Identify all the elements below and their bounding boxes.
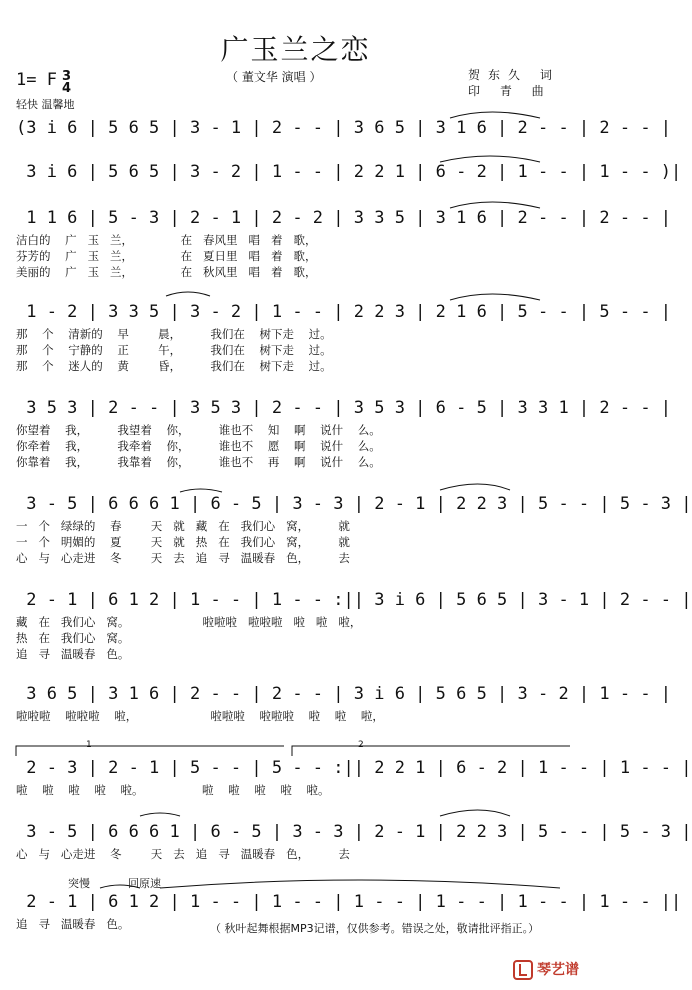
slur [450,294,540,300]
lyric-line: 心 与 心走进 冬 天 去 追 寻 温暖春 色， 去 [16,847,350,861]
lyric-line-verse-2: 一 个 明媚的 夏 天 就 热 在 我们心 窝， 就 [16,535,350,549]
second-ending-number: 2 [358,740,364,750]
notation-line: 3 - 5 | 6 6 6 1 | 6 - 5 | 3 - 3 | 2 - 1 | 2 2 3 | 5 - - | 5 - 3 | [16,822,692,842]
lyric-line-verse-1: 那 个 清新的 早 晨， 我们在 树下走 过。 [16,327,332,341]
lyric-line-verse-2: 那 个 宁静的 正 午， 我们在 树下走 过。 [16,343,332,357]
volta-bracket-1 [16,746,284,756]
notation-line: 1 1 6 | 5 - 3 | 2 - 1 | 2 - 2 | 3 3 5 | 3 1 6 | 2 - - | 2 - - | [16,208,672,228]
notation-line: 3 5 3 | 2 - - | 3 5 3 | 2 - - | 3 5 3 | 6 - 5 | 3 3 1 | 2 - - | [16,398,672,418]
slur [180,489,222,492]
lyric-line-verse-3: 那 个 迷人的 黄 昏， 我们在 树下走 过。 [16,359,332,373]
lyric-line: 追 寻 温暖春 色。 [16,917,130,931]
lyric-line-verse-1: 藏 在 我们心 窝。 啦啦啦 啦啦啦 啦 啦 啦， [16,615,362,629]
slur [140,813,180,816]
lyricist-credit: 贺东久 词 [468,68,560,82]
notation-line: 2 - 1 | 6 1 2 | 1 - - | 1 - - :|| 3 i 6 | 5 6 5 | 3 - 1 | 2 - - | [16,590,692,610]
performer: （ 董文华 演唱 ） [226,70,322,84]
transcription-note: （ 秋叶起舞根据MP3记谱，仅供参考。错误之处，敬请批评指正。） [210,922,540,935]
lyric-line-verse-1: 你望着 我， 我望着 你， 谁也不 知 啊 说什 么。 [16,423,381,437]
slur [440,484,510,490]
notation-line: 2 - 1 | 6 1 2 | 1 - - | 1 - - | 1 - - | 1 - - | 1 - - | 1 - - || [16,892,682,912]
lyric-line-verse-2: 你牵着 我， 我牵着 你， 谁也不 愿 啊 说什 么。 [16,439,381,453]
site-logo[interactable] [513,959,579,980]
song-title: 广玉兰之恋 [220,33,371,66]
notation-line: 3 6 5 | 3 1 6 | 2 - - | 2 - - | 3 i 6 | 5 6 5 | 3 - 2 | 1 - - | [16,684,672,704]
slur [160,880,560,888]
slur [166,292,210,296]
logo-icon [513,960,533,980]
a-tempo-marking: 回原速 [128,877,161,890]
tempo-marking: 轻快 温馨地 [16,98,75,111]
notation-line: 3 i 6 | 5 6 5 | 3 - 2 | 1 - - | 2 2 1 | 6 - 2 | 1 - - | 1 - - )| [16,162,682,182]
slur [440,810,510,816]
lyric-line-verse-1: 洁白的 广 玉 兰， 在 春风里 唱 着 歌， [16,233,317,247]
notation-line: 1 - 2 | 3 3 5 | 3 - 2 | 1 - - | 2 2 3 | 2 1 6 | 5 - - | 5 - - | [16,302,672,322]
notation-line: 2 - 3 | 2 - 1 | 5 - - | 5 - - :|| 2 2 1 | 6 - 2 | 1 - - | 1 - - | [16,758,692,778]
lyric-line: 啦 啦 啦 啦 啦。 啦 啦 啦 啦 啦。 [16,783,330,797]
lyric-line-verse-3: 美丽的 广 玉 兰， 在 秋风里 唱 着 歌， [16,265,317,279]
lyric-line-verse-3: 你靠着 我， 我靠着 你， 谁也不 再 啊 说什 么。 [16,455,381,469]
time-signature-top: 3 [62,69,72,84]
notation-line: (3 i 6 | 5 6 5 | 3 - 1 | 2 - - | 3 6 5 | 3 1 6 | 2 - - | 2 - - | [16,118,672,138]
lyric-line-verse-3: 追 寻 温暖春 色。 [16,647,130,661]
first-ending-number: 1 [86,740,92,750]
lyric-line-verse-1: 一 个 绿绿的 春 天 就 藏 在 我们心 窝， 就 [16,519,350,533]
logo-text: 琴艺谱 [537,962,579,978]
time-signature-bottom: 4 [62,81,72,96]
key-signature: 1= F [16,70,57,90]
composer-credit: 印 青 曲 [468,84,552,98]
lyric-line-verse-2: 芬芳的 广 玉 兰， 在 夏日里 唱 着 歌， [16,249,317,263]
lyric-line: 啦啦啦 啦啦啦 啦， 啦啦啦 啦啦啦 啦 啦 啦， [16,709,384,723]
notation-line: 3 - 5 | 6 6 6 1 | 6 - 5 | 3 - 3 | 2 - 1 | 2 2 3 | 5 - - | 5 - 3 | [16,494,692,514]
lyric-line-verse-3: 心 与 心走进 冬 天 去 追 寻 温暖春 色， 去 [16,551,350,565]
volta-bracket-2 [292,746,570,756]
lyric-line-verse-2: 热 在 我们心 窝。 [16,631,130,645]
ritardando-marking: 突慢 [68,877,90,890]
